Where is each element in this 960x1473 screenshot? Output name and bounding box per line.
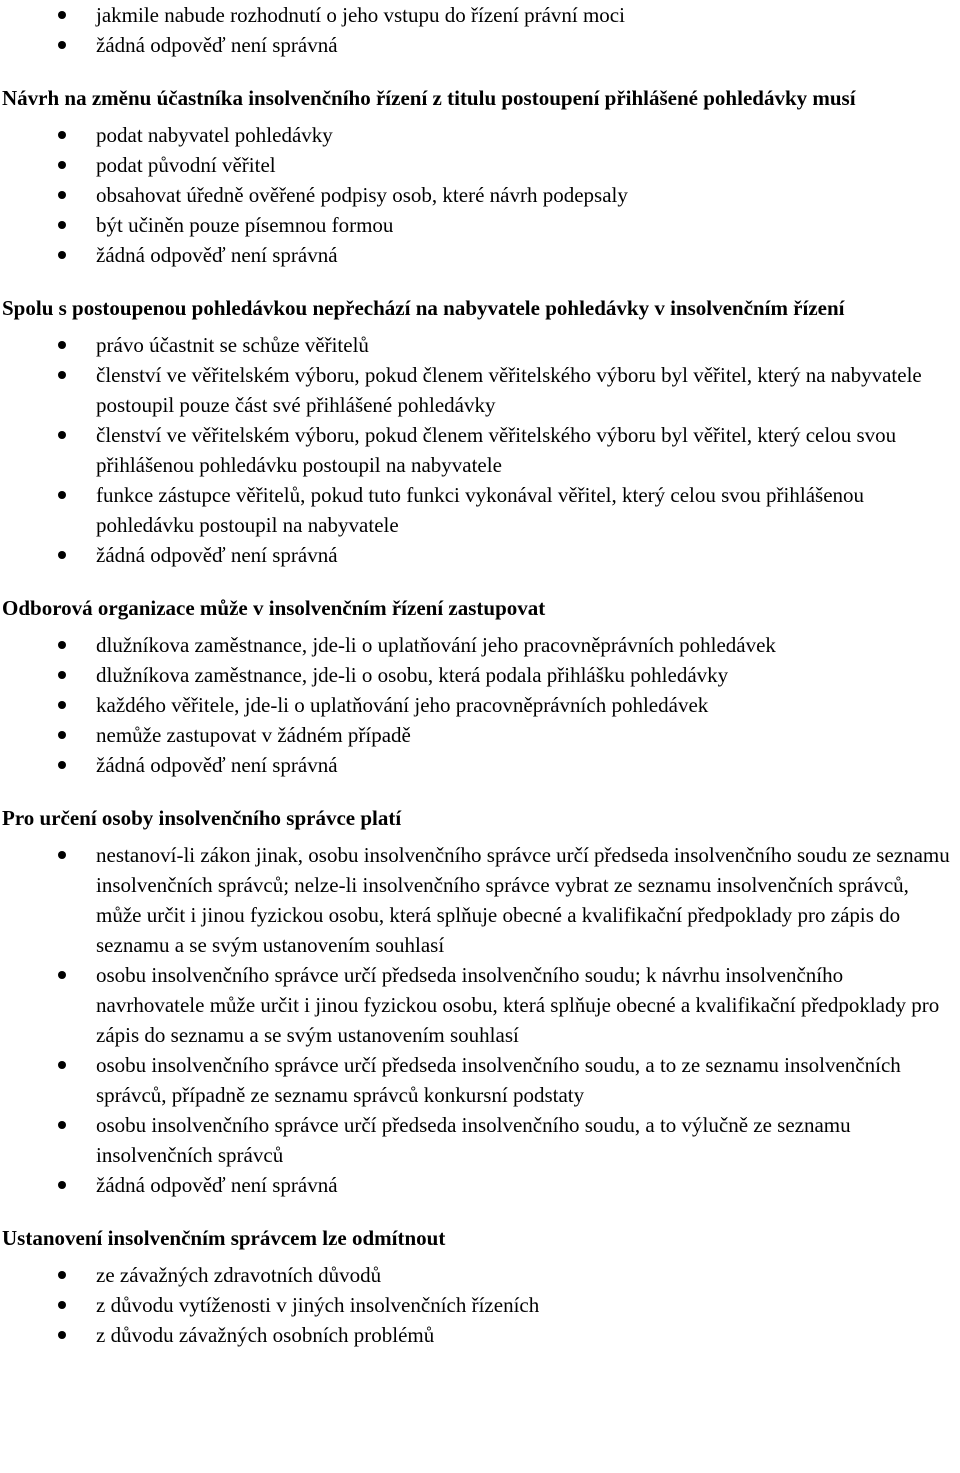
answer-option: dlužníkova zaměstnance, jde-li o osobu, která podala přihlášku pohledávky [0,660,960,690]
question-text: Návrh na změnu účastníka insolvenčního řízení z titulu postoupení přihlášené pohledávky musí [2,86,856,110]
answer-option: žádná odpověď není správná [0,1170,960,1200]
answer-list [0,1260,960,1350]
answer-option: členství ve věřitelském výboru, pokud členem věřitelského výboru byl věřitel, který na nabyvatele postoupil pouze část své přihlášené pohledávky [0,360,960,420]
answer-option: podat nabyvatel pohledávky [0,120,960,150]
answer-option: dlužníkova zaměstnance, jde-li o uplatňování jeho pracovněprávních pohledávek [0,630,960,660]
answer-option: právo účastnit se schůze věřitelů [0,330,960,360]
answer-option: žádná odpověď není správná [0,240,960,270]
answer-option: osobu insolvenčního správce určí předseda insolvenčního soudu, a to ze seznamu insolvenčních správců, případně ze seznamu správců konkursní podstaty [0,1050,960,1110]
answer-option: každého věřitele, jde-li o uplatňování jeho pracovněprávních pohledávek [0,690,960,720]
answer-option: z důvodu závažných osobních problémů [0,1320,960,1350]
answer-option: žádná odpověď není správná [0,540,960,570]
question-block-5 [0,1224,960,1350]
answer-list [0,120,960,270]
answer-option: žádná odpověď není správná [0,750,960,780]
answer-option: jakmile nabude rozhodnutí o jeho vstupu do řízení právní moci [0,0,960,30]
question-block-0 [0,0,960,60]
question-block-2 [0,294,960,570]
question-text: Spolu s postoupenou pohledávkou nepřechází na nabyvatele pohledávky v insolvenčním řízení [2,296,845,320]
question-block-3 [0,594,960,780]
answer-option: ze závažných zdravotních důvodů [0,1260,960,1290]
answer-option: členství ve věřitelském výboru, pokud členem věřitelského výboru byl věřitel, který celou svou přihlášenou pohledávku postoupil na nabyvatele [0,420,960,480]
answer-option: žádná odpověď není správná [0,30,960,60]
answer-list [0,840,960,1200]
answer-option: osobu insolvenčního správce určí předseda insolvenčního soudu; k návrhu insolvenčního navrhovatele může určit i jinou fyzickou osobu, která splňuje obecné a kvalifikační předpoklady pro zápis do seznamu a se svým ustanovením souhlasí [0,960,960,1050]
question-text: Pro určení osoby insolvenčního správce platí [2,806,402,830]
question-text: Odborová organizace může v insolvenčním řízení zastupovat [2,596,546,620]
answer-list [0,630,960,780]
answer-option: obsahovat úředně ověřené podpisy osob, které návrh podepsaly [0,180,960,210]
answer-option: být učiněn pouze písemnou formou [0,210,960,240]
answer-list [0,0,960,60]
answer-option: funkce zástupce věřitelů, pokud tuto funkci vykonával věřitel, který celou svou přihlášenou pohledávku postoupil na nabyvatele [0,480,960,540]
answer-option: nestanoví-li zákon jinak, osobu insolvenčního správce určí předseda insolvenčního soudu ze seznamu insolvenčních správců; nelze-li insolvenčního správce vybrat ze seznamu insolvenčních správců, může určit i jinou fyzickou osobu, která splňuje obecné a kvalifikační předpoklady pro zápis do seznamu a se svým ustanovením souhlasí [0,840,960,960]
answer-option: osobu insolvenčního správce určí předseda insolvenčního soudu, a to výlučně ze seznamu insolvenčních správců [0,1110,960,1170]
answer-option: podat původní věřitel [0,150,960,180]
answer-option: z důvodu vytíženosti v jiných insolvenčních řízeních [0,1290,960,1320]
question-block-1 [0,84,960,270]
answer-list [0,330,960,570]
answer-option: nemůže zastupovat v žádném případě [0,720,960,750]
question-text: Ustanovení insolvenčním správcem lze odmítnout [2,1226,446,1250]
question-block-4 [0,804,960,1200]
